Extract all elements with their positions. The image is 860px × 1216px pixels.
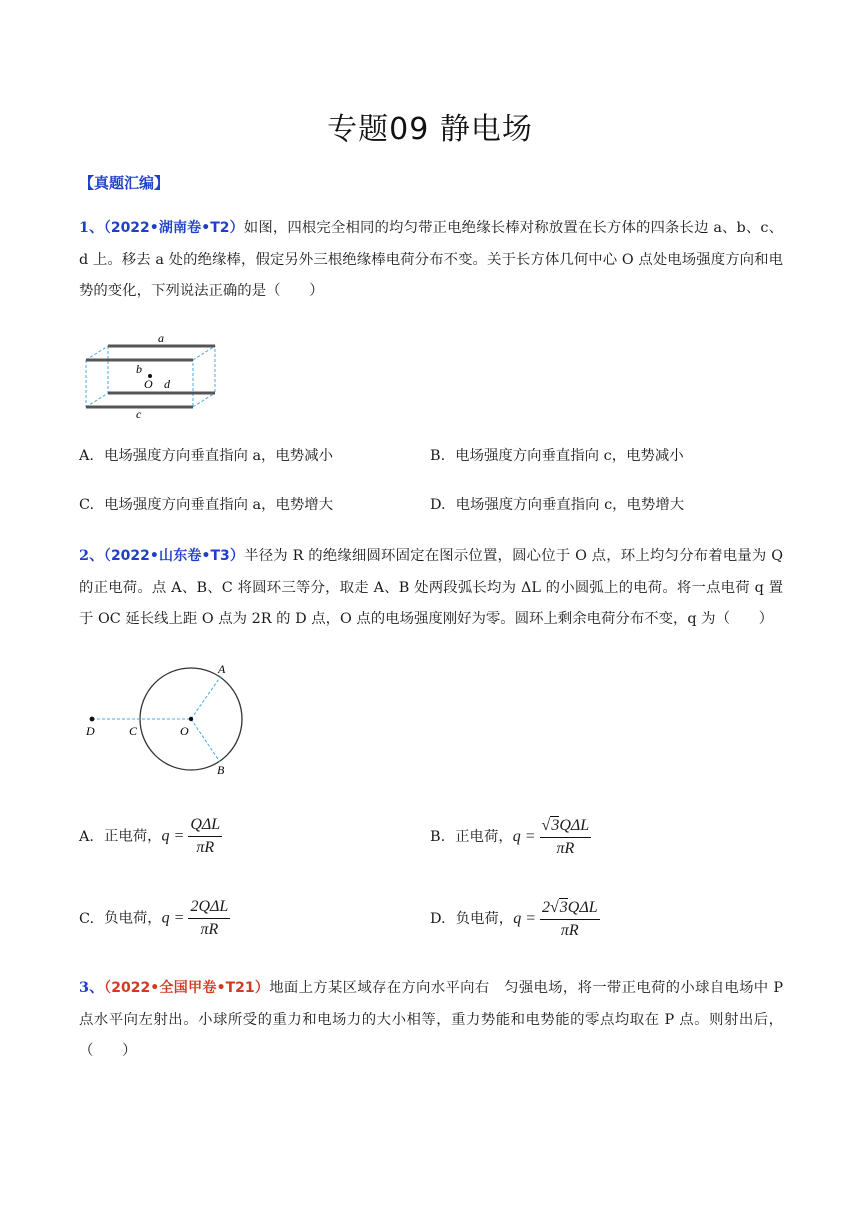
label-b: B xyxy=(217,763,225,777)
question-2 xyxy=(79,540,783,636)
label-o: O xyxy=(144,377,153,391)
question-source: （2022•湖南卷•T2） xyxy=(103,220,244,236)
question-3 xyxy=(79,972,783,1068)
label-c: C xyxy=(129,724,138,738)
option-c[interactable]: C. 电场强度方向垂直指向 a，电势增大 xyxy=(79,497,334,513)
page-title: 专题09 静电场 xyxy=(327,112,533,147)
question-1 xyxy=(79,212,783,308)
option-c[interactable]: C. 负电荷，q = $\frac{\text{2QΔL}}{\pi R}$ xyxy=(79,898,229,938)
figure-ring xyxy=(80,655,260,785)
question-source: （2022•山东卷•T3） xyxy=(103,548,245,564)
fraction: $\frac{\text{2QΔL}}{\pi R}$ xyxy=(190,898,229,938)
option-d[interactable]: D. 电场强度方向垂直指向 c，电势增大 xyxy=(430,497,685,513)
figure-cuboid xyxy=(78,330,228,420)
section-heading: 【真题汇编】 xyxy=(79,174,170,192)
question-source: （2022•全国甲卷•T21） xyxy=(104,980,270,996)
label-a: a xyxy=(158,331,164,345)
point-o xyxy=(189,717,193,721)
question-number: 3、 xyxy=(79,979,104,996)
question-number: 2、 xyxy=(79,547,104,564)
label-o: O xyxy=(180,724,189,738)
option-a[interactable]: A. 正电荷，q = $\frac{\text{QΔL}}{\pi R}$ xyxy=(79,816,221,856)
question-number: 1、 xyxy=(79,219,104,236)
fraction: $\frac{\text{QΔL}}{\pi R}$ xyxy=(190,816,221,856)
label-b: b xyxy=(136,362,142,376)
option-b[interactable]: B. 正电荷，q = $\frac{\text{√3QΔL}}{\pi R}$ xyxy=(430,817,590,857)
label-d: d xyxy=(164,377,170,391)
option-a[interactable]: A. 电场强度方向垂直指向 a，电势减小 xyxy=(79,448,333,464)
question-text: 地面上方某区域存在方向水平向右 匀强电场，将一带正电荷的小球自电场中 P 点水平向左射出。小球所受的重力和电场力的大小相等，重力势能和电势能的零点均取在 P 点。则射出后，（ ） xyxy=(79,980,783,1059)
label-d: D xyxy=(86,724,95,738)
label-c: c xyxy=(136,407,142,420)
question-text: 半径为 R 的绝缘细圆环固定在图示位置，圆心位于 O 点，环上均匀分布着电量为 Q 的正电荷。点 A、B、C 将圆环三等分，取走 A、B 处两段弧长均为 ΔL 的小圆弧上的电荷。将一点电荷 q 置于 OC 延长线上距 O 点为 2R 的 D 点，O 点的电场强度刚好为零。圆环上剩余电荷分布不变，q 为（ ） xyxy=(79,548,784,627)
option-d[interactable]: D. 负电荷，q = $\frac{\text{2√3QΔL}}{\pi R}$ xyxy=(430,899,598,939)
fraction: $\frac{\text{2√3QΔL}}{\pi R}$ xyxy=(541,899,598,939)
point-d xyxy=(90,717,95,722)
label-a: A xyxy=(218,662,226,676)
fraction: $\frac{\text{√3QΔL}}{\pi R}$ xyxy=(541,817,590,857)
option-b[interactable]: B. 电场强度方向垂直指向 c，电势减小 xyxy=(430,448,684,464)
question-text: 如图，四根完全相同的均匀带正电绝缘长棒对称放置在长方体的四条长边 a、b、c、d 上。移去 a 处的绝缘棒，假定另外三根绝缘棒电荷分布不变。关于长方体几何中心 O 点处电场强度方向和电势的变化，下列说法正确的是（ ） xyxy=(79,220,784,299)
